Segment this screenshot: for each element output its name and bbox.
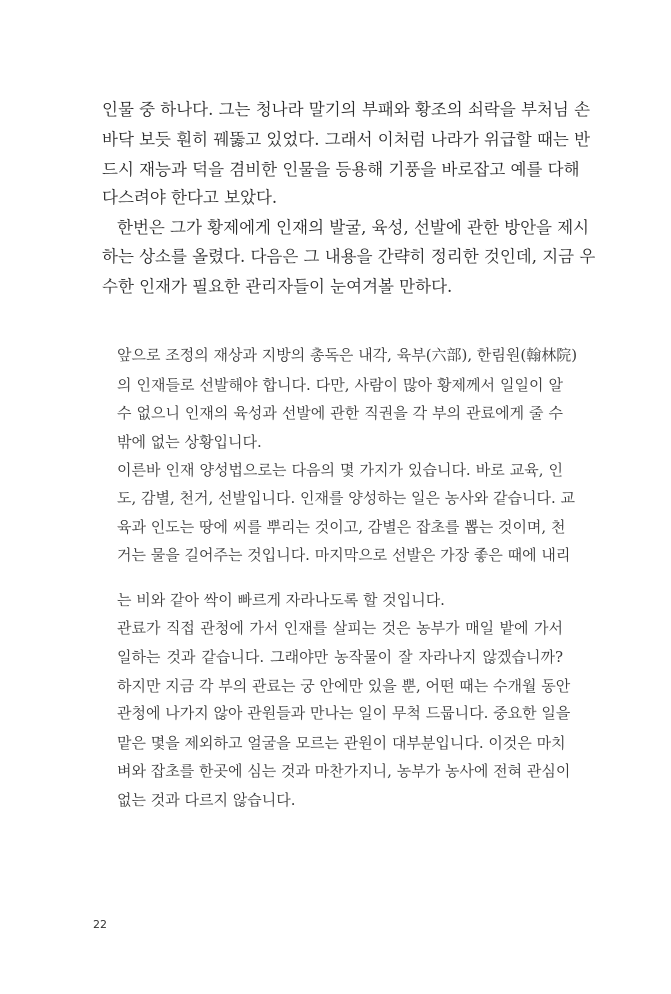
quote-line: 하지만 지금 각 부의 관료는 궁 안에만 있을 뿐, 어떤 때는 수개월 동안 (117, 677, 571, 695)
quote-line: 거는 물을 길어주는 것입니다. 마지막으로 선발은 가장 좋은 때에 내리 (117, 546, 571, 564)
page-number: 22 (93, 918, 107, 931)
quote-line: 맡은 몇을 제외하고 얼굴을 모르는 관원이 대부분입니다. 이것은 마치 (117, 734, 566, 752)
quote-line: 의 인재들로 선발해야 합니다. 다만, 사람이 많아 황제께서 일일이 알 (117, 376, 563, 394)
quote-line: 는 비와 같아 싹이 빠르게 자라나도록 할 것입니다. (117, 591, 445, 609)
text-line: 수한 인재가 필요한 관리자들이 눈여겨볼 만하다. (102, 277, 453, 296)
text-line: 바닥 보듯 훤히 꿰뚫고 있었다. 그래서 이처럼 나라가 위급할 때는 반 (102, 130, 591, 149)
text-line: 드시 재능과 덕을 겸비한 인물을 등용해 기풍을 바로잡고 예를 다해 (102, 160, 580, 179)
quote-line: 육과 인도는 땅에 씨를 뿌리는 것이고, 감별은 잡초를 뽑는 것이며, 천 (117, 518, 566, 536)
quote-line: 앞으로 조정의 재상과 지방의 총독은 내각, 육부(六部), 한림원(翰林院) (117, 346, 578, 364)
quote-line: 도, 감별, 천거, 선발입니다. 인재를 양성하는 일은 농사와 같습니다. 교 (117, 489, 575, 507)
quote-line: 밖에 없는 상황입니다. (117, 433, 262, 451)
text-line: 다스려야 한다고 보았다. (102, 188, 278, 207)
quote-line: 없는 것과 다르지 않습니다. (117, 791, 296, 809)
quote-line: 일하는 것과 같습니다. 그래야만 농작물이 잘 자라나지 않겠습니까? (117, 648, 563, 666)
quote-line: 수 없으니 인재의 육성과 선발에 관한 직권을 각 부의 관료에게 줄 수 (117, 404, 563, 422)
quote-line: 벼와 잡초를 한곳에 심는 것과 마찬가지니, 농부가 농사에 전혀 관심이 (117, 762, 571, 780)
quote-line: 관청에 나가지 않아 관원들과 만나는 일이 무척 드뭅니다. 중요한 일을 (117, 704, 571, 722)
text-line: 한번은 그가 황제에게 인재의 발굴, 육성, 선발에 관한 방안을 제시 (117, 218, 590, 237)
quote-line: 이른바 인재 양성법으로는 다음의 몇 가지가 있습니다. 바로 교육, 인 (117, 461, 563, 479)
text-line: 하는 상소를 올렸다. 다음은 그 내용을 간략히 정리한 것인데, 지금 우 (102, 247, 596, 266)
quote-line: 관료가 직접 관청에 가서 인재를 살피는 것은 농부가 매일 밭에 가서 (117, 619, 563, 637)
text-line: 인물 중 하나다. 그는 청나라 말기의 부패와 황조의 쇠락을 부처님 손 (102, 100, 591, 119)
